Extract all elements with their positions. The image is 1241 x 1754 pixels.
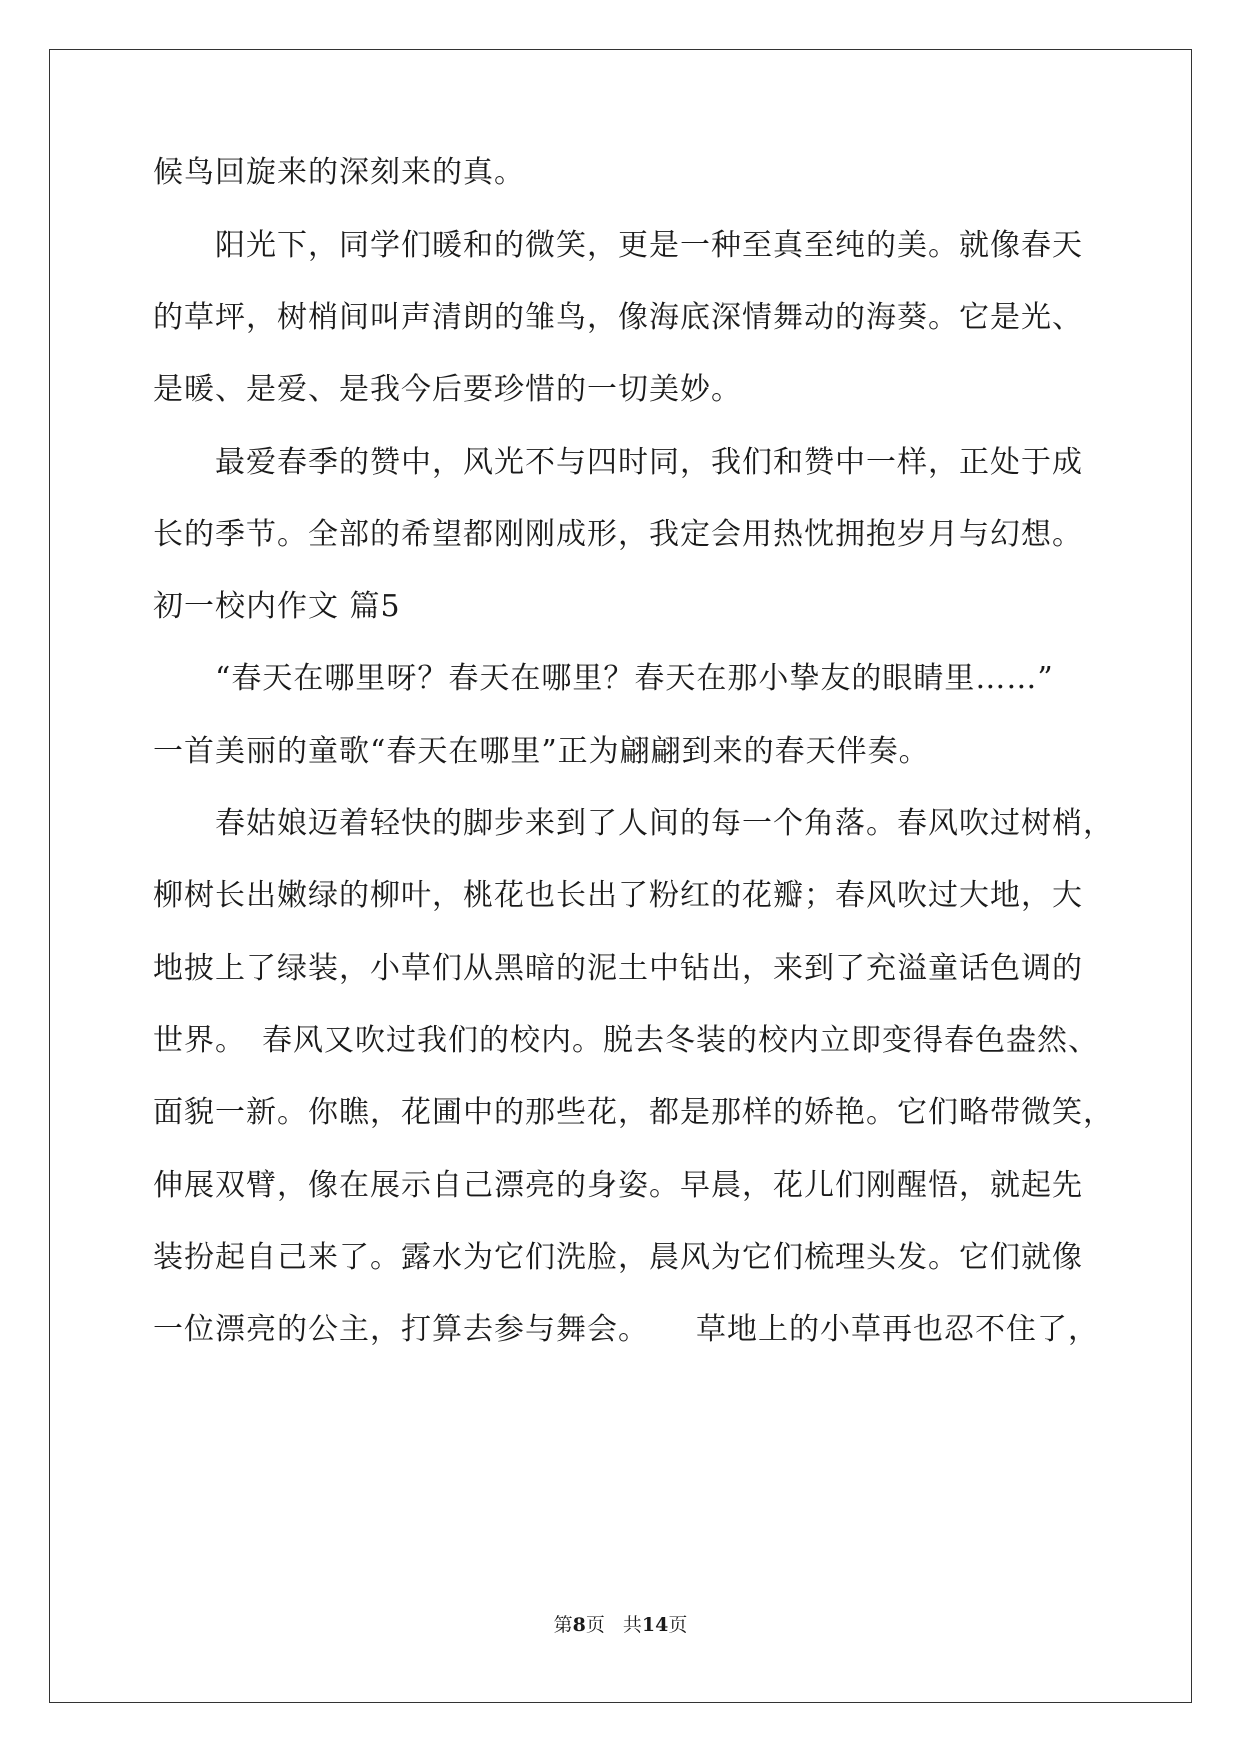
text-line: 的草坪，树梢间叫声清朗的雏鸟，像海底深情舞动的海葵。它是光、 — [153, 300, 1083, 335]
text-line: 一位漂亮的公主，打算去参与舞会。 草地上的小草再也忍不住了， — [153, 1312, 1099, 1347]
text-line: 是暖、是爱、是我今后要珍惜的一切美妙。 — [153, 372, 742, 407]
text-line: 春姑娘迈着轻快的脚步来到了人间的每一个角落。春风吹过树梢， — [215, 806, 1114, 841]
text-line: 阳光下，同学们暖和的微笑，更是一种至真至纯的美。就像春天 — [215, 228, 1083, 263]
text-line: 地披上了绿装，小草们从黑暗的泥土中钻出，来到了充溢童话色调的 — [153, 951, 1083, 986]
section-heading: 初一校内作文 篇5 — [153, 589, 401, 624]
page-footer — [0, 1613, 1241, 1637]
text-line: 伸展双臂，像在展示自己漂亮的身姿。早晨，花儿们刚醒悟，就起先 — [153, 1168, 1083, 1203]
text-line: 装扮起自己来了。露水为它们洗脸，晨风为它们梳理头发。它们就像 — [153, 1240, 1083, 1275]
text-line: 候鸟回旋来的深刻来的真。 — [153, 155, 525, 190]
text-line: 长的季节。全部的希望都刚刚成形，我定会用热忱拥抱岁月与幻想。 — [153, 517, 1083, 552]
text-line: “春天在哪里呀？春天在哪里？春天在那小挚友的眼睛里……” — [215, 661, 1054, 696]
total-pages-label: 共14页 — [622, 1614, 688, 1636]
text-line: 面貌一新。你瞧，花圃中的那些花，都是那样的娇艳。它们略带微笑， — [153, 1095, 1114, 1130]
text-line: 最爱春季的赞中，风光不与四时同，我们和赞中一样，正处于成 — [215, 445, 1083, 480]
text-line: 世界。 春风又吹过我们的校内。脱去冬装的校内立即变得春色盎然、 — [153, 1023, 1099, 1058]
text-line: 柳树长出嫩绿的柳叶，桃花也长出了粉红的花瓣；春风吹过大地，大 — [153, 878, 1083, 913]
text-line: 一首美丽的童歌“春天在哪里”正为翩翩到来的春天伴奏。 — [153, 734, 930, 769]
page-border — [49, 49, 1192, 1703]
page-number-label: 第8页 — [553, 1614, 605, 1636]
